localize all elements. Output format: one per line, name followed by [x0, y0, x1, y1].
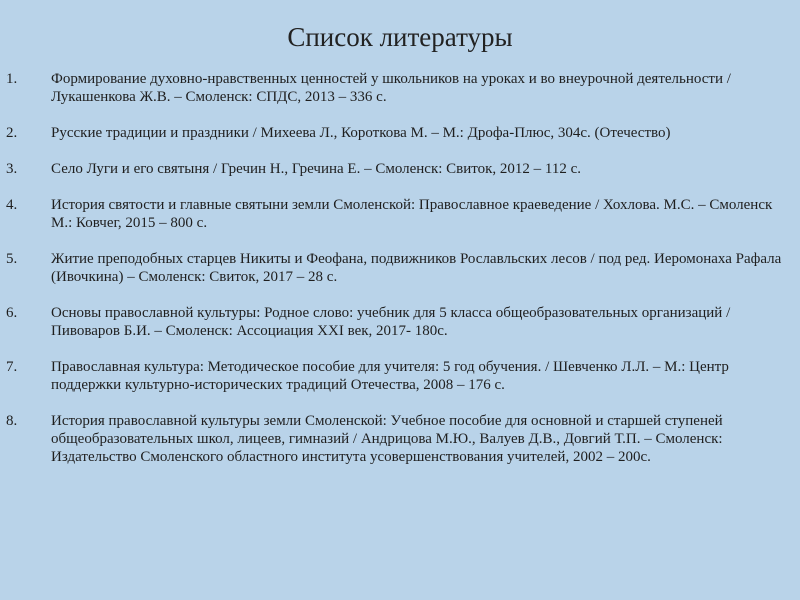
list-item — [0, 250, 800, 286]
list-item — [0, 304, 800, 340]
item-text: История святости и главные святыни земли Смоленской: Православное краеведение / Хохлова. М.С. – Смоленск М.: Ковчег, 2015 – 800 с. — [51, 197, 773, 231]
item-text: Основы православной культуры: Родное слово: учебник для 5 класса общеобразовательных организаций / Пивоваров Б.И. – Смоленск: Ассоциация XXI век, 2017- 180с. — [51, 305, 731, 339]
item-number: 2. — [6, 125, 18, 141]
list-item — [0, 412, 800, 466]
item-text: Формирование духовно-нравственных ценностей у школьников на уроках и во внеурочной деятельности / Лукашенкова Ж.В. – Смоленск: СПДС, 2013 – 336 с. — [51, 71, 731, 105]
page-title: Список литературы — [287, 22, 513, 52]
item-text: Русские традиции и праздники / Михеева Л., Короткова М. – М.: Дрофа-Плюс, 304с. (Отечество) — [51, 125, 671, 141]
list-item — [0, 160, 800, 178]
bibliography-list — [0, 70, 800, 484]
item-text: История православной культуры земли Смоленской: Учебное пособие для основной и старшей ступеней общеобразовательных школ, лицеев, гимназий / Андрицова М.Ю., Валуев Д.В., Довгий Т.П. – Смоленск: Издательство Смоленского областного института усовершенствования учителей, 2002 – 200с. — [51, 413, 723, 465]
item-number: 8. — [6, 413, 18, 429]
list-item — [0, 70, 800, 106]
item-text: Православная культура: Методическое пособие для учителя: 5 год обучения. / Шевченко Л.Л. – М.: Центр поддержки культурно-исторических традиций Отечества, 2008 – 176 с. — [51, 359, 729, 393]
item-number: 6. — [6, 305, 18, 321]
list-item — [0, 358, 800, 394]
item-number: 5. — [6, 251, 18, 267]
item-number: 7. — [6, 359, 18, 375]
item-number: 4. — [6, 197, 18, 213]
list-item — [0, 124, 800, 142]
list-item — [0, 196, 800, 232]
item-number: 3. — [6, 161, 18, 177]
item-text: Житие преподобных старцев Никиты и Феофана, подвижников Рославльских лесов / под ред. Иеромонаха Рафала (Ивочкина) – Смоленск: Свиток, 2017 – 28 с. — [51, 251, 782, 285]
item-text: Село Луги и его святыня / Гречин Н., Гречина Е. – Смоленск: Свиток, 2012 – 112 с. — [51, 161, 582, 177]
item-number: 1. — [6, 71, 18, 87]
